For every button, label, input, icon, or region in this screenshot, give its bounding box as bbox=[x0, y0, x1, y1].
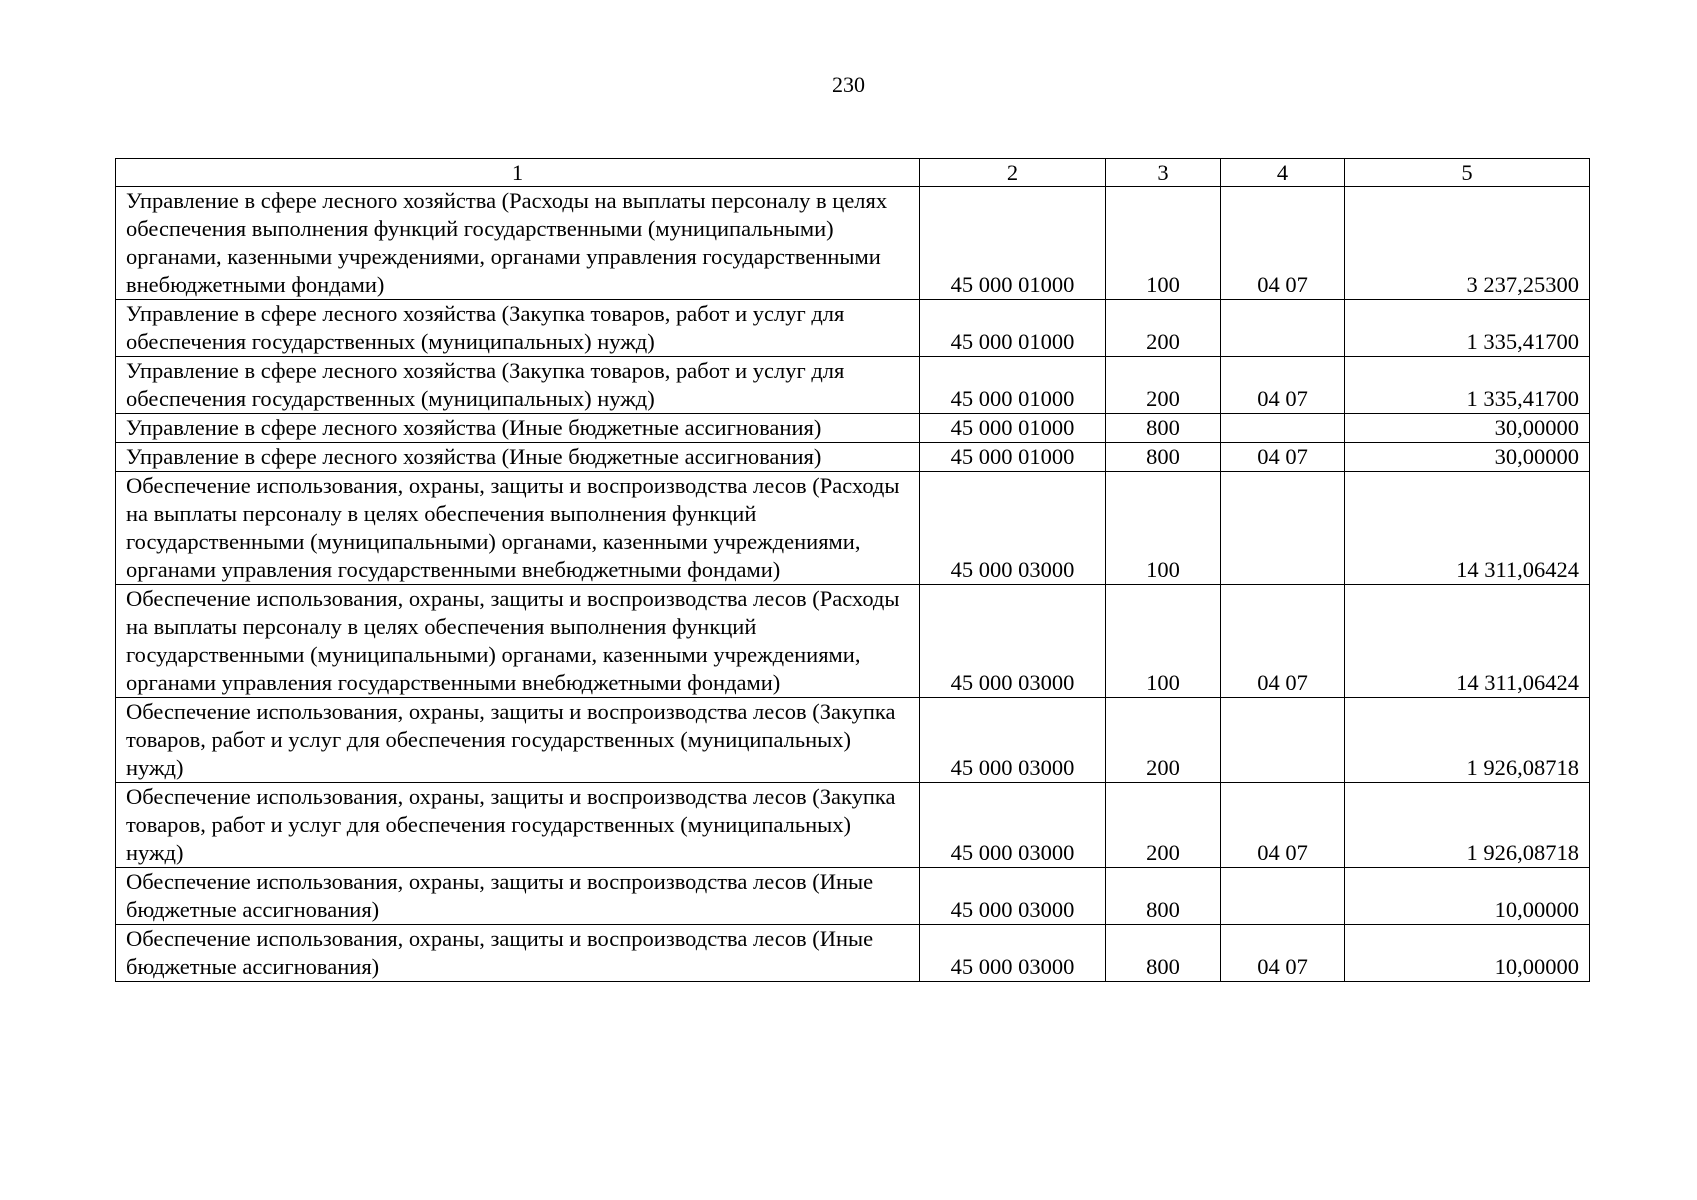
row-name-cell: Обеспечение использования, охраны, защиты и воспроизводства лесов (Закупка товаров, работ и услуг для обеспечения государственных (муниципальных) нужд) bbox=[116, 698, 920, 783]
row-section-cell: 04 07 bbox=[1221, 925, 1345, 982]
row-section-cell bbox=[1221, 472, 1345, 585]
table-header-row bbox=[116, 159, 1590, 187]
row-code-cell: 45 000 03000 bbox=[920, 698, 1106, 783]
row-section-cell: 04 07 bbox=[1221, 783, 1345, 868]
table-row bbox=[116, 783, 1590, 868]
column-header-target-code: 2 bbox=[920, 159, 1106, 187]
row-code-cell: 45 000 01000 bbox=[920, 187, 1106, 300]
table-row bbox=[116, 698, 1590, 783]
row-sum-cell: 10,00000 bbox=[1345, 868, 1590, 925]
table-row bbox=[116, 300, 1590, 357]
row-code-cell: 45 000 01000 bbox=[920, 443, 1106, 472]
row-code-cell: 45 000 03000 bbox=[920, 925, 1106, 982]
row-sum-cell: 1 335,41700 bbox=[1345, 357, 1590, 414]
table-row bbox=[116, 187, 1590, 300]
row-type-cell: 100 bbox=[1106, 585, 1221, 698]
row-type-cell: 800 bbox=[1106, 925, 1221, 982]
page-number: 230 bbox=[832, 72, 865, 97]
row-name-cell: Обеспечение использования, охраны, защиты и воспроизводства лесов (Иные бюджетные ассигнования) bbox=[116, 868, 920, 925]
column-header-section: 4 bbox=[1221, 159, 1345, 187]
row-name-cell: Обеспечение использования, охраны, защиты и воспроизводства лесов (Расходы на выплаты персоналу в целях обеспечения выполнения функций государственными (муниципальными) органами, казенными учреждениями, органами управления государственными внебюджетными фондами) bbox=[116, 472, 920, 585]
row-section-cell bbox=[1221, 414, 1345, 443]
row-section-cell bbox=[1221, 698, 1345, 783]
row-section-cell: 04 07 bbox=[1221, 357, 1345, 414]
column-header-name: 1 bbox=[116, 159, 920, 187]
row-sum-cell: 30,00000 bbox=[1345, 443, 1590, 472]
row-code-cell: 45 000 03000 bbox=[920, 868, 1106, 925]
table-row bbox=[116, 357, 1590, 414]
row-section-cell bbox=[1221, 868, 1345, 925]
column-header-expense-type: 3 bbox=[1106, 159, 1221, 187]
row-sum-cell: 10,00000 bbox=[1345, 925, 1590, 982]
row-sum-cell: 14 311,06424 bbox=[1345, 472, 1590, 585]
row-code-cell: 45 000 01000 bbox=[920, 357, 1106, 414]
row-sum-cell: 1 926,08718 bbox=[1345, 698, 1590, 783]
row-type-cell: 200 bbox=[1106, 698, 1221, 783]
row-type-cell: 100 bbox=[1106, 472, 1221, 585]
row-section-cell: 04 07 bbox=[1221, 443, 1345, 472]
row-type-cell: 200 bbox=[1106, 357, 1221, 414]
row-code-cell: 45 000 03000 bbox=[920, 472, 1106, 585]
row-name-cell: Управление в сфере лесного хозяйства (Закупка товаров, работ и услуг для обеспечения государственных (муниципальных) нужд) bbox=[116, 357, 920, 414]
row-type-cell: 200 bbox=[1106, 300, 1221, 357]
column-header-sum: 5 bbox=[1345, 159, 1590, 187]
row-section-cell: 04 07 bbox=[1221, 585, 1345, 698]
row-name-cell: Обеспечение использования, охраны, защиты и воспроизводства лесов (Расходы на выплаты персоналу в целях обеспечения выполнения функций государственными (муниципальными) органами, казенными учреждениями, органами управления государственными внебюджетными фондами) bbox=[116, 585, 920, 698]
table-row bbox=[116, 414, 1590, 443]
row-section-cell: 04 07 bbox=[1221, 187, 1345, 300]
row-sum-cell: 1 335,41700 bbox=[1345, 300, 1590, 357]
row-type-cell: 800 bbox=[1106, 868, 1221, 925]
row-name-cell: Обеспечение использования, охраны, защиты и воспроизводства лесов (Иные бюджетные ассигнования) bbox=[116, 925, 920, 982]
row-code-cell: 45 000 03000 bbox=[920, 585, 1106, 698]
row-sum-cell: 14 311,06424 bbox=[1345, 585, 1590, 698]
row-type-cell: 800 bbox=[1106, 414, 1221, 443]
row-sum-cell: 30,00000 bbox=[1345, 414, 1590, 443]
row-name-cell: Управление в сфере лесного хозяйства (Иные бюджетные ассигнования) bbox=[116, 443, 920, 472]
budget-table bbox=[115, 158, 1590, 982]
row-section-cell bbox=[1221, 300, 1345, 357]
row-name-cell: Управление в сфере лесного хозяйства (Иные бюджетные ассигнования) bbox=[116, 414, 920, 443]
table-row bbox=[116, 868, 1590, 925]
row-name-cell: Обеспечение использования, охраны, защиты и воспроизводства лесов (Закупка товаров, работ и услуг для обеспечения государственных (муниципальных) нужд) bbox=[116, 783, 920, 868]
row-name-cell: Управление в сфере лесного хозяйства (Расходы на выплаты персоналу в целях обеспечения выполнения функций государственными (муниципальными) органами, казенными учреждениями, органами управления государственными внебюджетными фондами) bbox=[116, 187, 920, 300]
row-sum-cell: 3 237,25300 bbox=[1345, 187, 1590, 300]
row-type-cell: 800 bbox=[1106, 443, 1221, 472]
table-row bbox=[116, 443, 1590, 472]
row-type-cell: 100 bbox=[1106, 187, 1221, 300]
table-row bbox=[116, 585, 1590, 698]
row-code-cell: 45 000 01000 bbox=[920, 414, 1106, 443]
row-code-cell: 45 000 03000 bbox=[920, 783, 1106, 868]
row-name-cell: Управление в сфере лесного хозяйства (Закупка товаров, работ и услуг для обеспечения государственных (муниципальных) нужд) bbox=[116, 300, 920, 357]
row-code-cell: 45 000 01000 bbox=[920, 300, 1106, 357]
table-row bbox=[116, 472, 1590, 585]
row-type-cell: 200 bbox=[1106, 783, 1221, 868]
row-sum-cell: 1 926,08718 bbox=[1345, 783, 1590, 868]
table-row bbox=[116, 925, 1590, 982]
